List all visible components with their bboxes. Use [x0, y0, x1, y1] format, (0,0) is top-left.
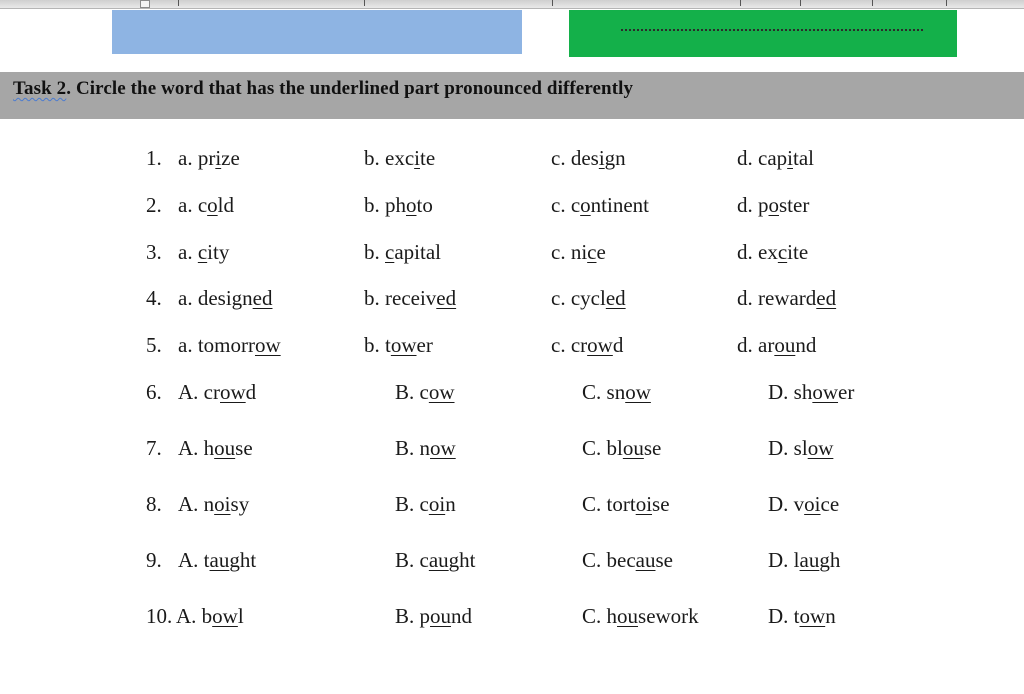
- option-word: city: [197, 240, 230, 264]
- question-number: 10.: [146, 604, 173, 628]
- option-letter: c.: [551, 286, 571, 310]
- option-word: received: [385, 286, 457, 310]
- answer-option[interactable]: [582, 600, 699, 632]
- answer-option[interactable]: [737, 142, 814, 174]
- option-word: design: [570, 146, 626, 170]
- option-letter: C.: [582, 604, 607, 628]
- underlined-part: ow: [587, 333, 613, 357]
- underlined-part: ou: [617, 604, 639, 628]
- underlined-part: ou: [774, 333, 796, 357]
- underlined-part: ow: [212, 604, 238, 628]
- underlined-part: ou: [622, 436, 644, 460]
- answer-option[interactable]: [395, 432, 456, 464]
- option-word: poster: [758, 193, 810, 217]
- question-number: 6.: [146, 380, 162, 404]
- underlined-part: i: [215, 146, 222, 170]
- ruler-tick: [946, 0, 947, 6]
- question-row: [0, 376, 1024, 408]
- question-row: [0, 189, 1024, 221]
- option-word: town: [793, 604, 836, 628]
- option-letter: D.: [768, 436, 794, 460]
- underlined-part: au: [799, 548, 820, 572]
- underlined-part: ow: [625, 380, 651, 404]
- option-word: bowl: [201, 604, 244, 628]
- option-word: noisy: [203, 492, 250, 516]
- option-word: voice: [793, 492, 840, 516]
- option-letter: a.: [178, 240, 198, 264]
- option-letter: C.: [582, 492, 607, 516]
- ruler-tick: [364, 0, 365, 6]
- document-ruler: [0, 0, 1024, 9]
- task-instruction-text: . Circle the word that has the underlined part pronounced differently: [66, 78, 634, 99]
- option-word: designed: [197, 286, 273, 310]
- underlined-part: o: [580, 193, 591, 217]
- dotted-answer-line: [621, 29, 923, 31]
- underlined-part: ed: [436, 286, 457, 310]
- option-word: because: [606, 548, 673, 572]
- question-row: [0, 282, 1024, 314]
- option-letter: d.: [737, 146, 758, 170]
- underlined-part: ou: [430, 604, 452, 628]
- answer-option[interactable]: [551, 236, 606, 268]
- underlined-part: ow: [220, 380, 246, 404]
- option-letter: a.: [178, 193, 198, 217]
- option-word: cow: [419, 380, 455, 404]
- option-word: around: [758, 333, 817, 357]
- answer-option[interactable]: [178, 544, 256, 576]
- question-row: [0, 488, 1024, 520]
- answer-option[interactable]: [364, 189, 433, 221]
- option-word: capital: [385, 240, 441, 264]
- answer-option[interactable]: [768, 432, 833, 464]
- option-letter: B.: [395, 492, 420, 516]
- option-letter: c.: [551, 333, 571, 357]
- option-letter: b.: [364, 333, 385, 357]
- answer-option[interactable]: [364, 142, 435, 174]
- option-word: blouse: [606, 436, 662, 460]
- option-letter: d.: [737, 193, 758, 217]
- green-shape: [569, 10, 957, 57]
- option-word: tower: [385, 333, 433, 357]
- option-word: taught: [203, 548, 257, 572]
- underlined-part: oi: [428, 492, 446, 516]
- option-letter: B.: [395, 604, 420, 628]
- answer-option[interactable]: [176, 600, 244, 632]
- answer-option[interactable]: [582, 488, 670, 520]
- option-word: photo: [385, 193, 433, 217]
- answer-option[interactable]: [582, 544, 673, 576]
- option-letter: a.: [178, 146, 198, 170]
- indent-marker[interactable]: [140, 0, 150, 8]
- answer-option[interactable]: [364, 236, 441, 268]
- underlined-part: i: [414, 146, 420, 170]
- answer-option[interactable]: [178, 142, 240, 174]
- option-letter: B.: [395, 436, 420, 460]
- question-row: [0, 600, 1024, 632]
- underlined-part: ou: [214, 436, 236, 460]
- underlined-part: o: [207, 193, 218, 217]
- option-letter: d.: [737, 240, 758, 264]
- answer-option[interactable]: [737, 189, 809, 221]
- answer-option[interactable]: [178, 488, 249, 520]
- underlined-part: ow: [390, 333, 417, 357]
- ruler-tick: [740, 0, 741, 6]
- question-number: 3.: [146, 240, 162, 264]
- ruler-tick: [552, 0, 553, 6]
- option-letter: A.: [178, 548, 204, 572]
- option-letter: D.: [768, 380, 794, 404]
- underlined-part: i: [787, 146, 793, 170]
- ruler-tick: [800, 0, 801, 6]
- answer-option[interactable]: [364, 282, 456, 314]
- underlined-part: ow: [812, 380, 839, 404]
- answer-option[interactable]: [395, 544, 476, 576]
- option-letter: C.: [582, 436, 607, 460]
- question-number: 1.: [146, 146, 162, 170]
- underlined-part: c: [587, 240, 597, 264]
- option-word: coin: [419, 492, 456, 516]
- option-letter: d.: [737, 286, 758, 310]
- question-row: [0, 142, 1024, 174]
- answer-option[interactable]: [178, 236, 229, 268]
- question-number: 9.: [146, 548, 162, 572]
- option-word: cold: [197, 193, 234, 217]
- underlined-part: i: [598, 146, 605, 170]
- answer-option[interactable]: [551, 142, 626, 174]
- option-letter: a.: [178, 286, 198, 310]
- answer-option[interactable]: [737, 329, 816, 361]
- answer-option[interactable]: [364, 329, 433, 361]
- option-letter: c.: [551, 240, 571, 264]
- answer-option[interactable]: [551, 329, 623, 361]
- answer-option[interactable]: [178, 432, 253, 464]
- option-word: pound: [419, 604, 473, 628]
- answer-option[interactable]: [737, 282, 836, 314]
- option-letter: b.: [364, 286, 385, 310]
- underlined-part: ow: [254, 333, 281, 357]
- answer-option[interactable]: [551, 189, 649, 221]
- answer-option[interactable]: [178, 329, 281, 361]
- question-number: 7.: [146, 436, 162, 460]
- option-word: crowd: [570, 333, 624, 357]
- underlined-part: au: [209, 548, 230, 572]
- underlined-part: ow: [807, 436, 834, 460]
- underlined-part: o: [406, 193, 417, 217]
- answer-option[interactable]: [582, 376, 651, 408]
- option-word: slow: [793, 436, 834, 460]
- answer-option[interactable]: [178, 189, 234, 221]
- task-label: Task 2: [13, 78, 67, 99]
- question-row: [0, 329, 1024, 361]
- option-letter: d.: [737, 333, 758, 357]
- underlined-part: au: [635, 548, 656, 572]
- answer-option[interactable]: [178, 282, 272, 314]
- underlined-part: c: [777, 240, 788, 264]
- option-word: shower: [793, 380, 855, 404]
- option-word: house: [203, 436, 253, 460]
- option-word: caught: [419, 548, 476, 572]
- option-letter: C.: [582, 380, 607, 404]
- question-number: 8.: [146, 492, 162, 516]
- option-word: snow: [606, 380, 651, 404]
- option-word: excite: [385, 146, 436, 170]
- option-letter: b.: [364, 193, 385, 217]
- option-letter: D.: [768, 604, 794, 628]
- answer-option[interactable]: [582, 432, 661, 464]
- underlined-part: c: [197, 240, 208, 264]
- option-letter: C.: [582, 548, 607, 572]
- option-word: nice: [570, 240, 606, 264]
- underlined-part: ed: [605, 286, 626, 310]
- answer-option[interactable]: [768, 376, 854, 408]
- answer-option[interactable]: [395, 600, 472, 632]
- underlined-part: ow: [799, 604, 826, 628]
- underlined-part: o: [768, 193, 779, 217]
- underlined-part: ow: [428, 380, 455, 404]
- answer-option[interactable]: [737, 236, 808, 268]
- underlined-part: oi: [804, 492, 821, 516]
- option-letter: D.: [768, 492, 794, 516]
- task-header-bar: [0, 72, 1024, 119]
- answer-option[interactable]: [551, 282, 626, 314]
- underlined-part: c: [385, 240, 395, 264]
- option-word: now: [419, 436, 456, 460]
- underlined-part: oi: [214, 492, 231, 516]
- option-letter: B.: [395, 548, 420, 572]
- underlined-part: ed: [252, 286, 273, 310]
- option-word: capital: [758, 146, 814, 170]
- underlined-part: oi: [635, 492, 653, 516]
- option-word: housework: [606, 604, 699, 628]
- option-word: continent: [570, 193, 649, 217]
- option-letter: A.: [178, 380, 204, 404]
- option-word: prize: [197, 146, 240, 170]
- underlined-part: ow: [430, 436, 456, 460]
- option-letter: B.: [395, 380, 420, 404]
- question-row: [0, 544, 1024, 576]
- question-number: 5.: [146, 333, 162, 357]
- question-row: [0, 432, 1024, 464]
- task-instruction: [13, 78, 633, 100]
- answer-option[interactable]: [395, 488, 456, 520]
- answer-option[interactable]: [768, 488, 839, 520]
- question-number: 2.: [146, 193, 162, 217]
- option-letter: A.: [178, 492, 204, 516]
- underlined-part: ed: [816, 286, 837, 310]
- answer-option[interactable]: [768, 600, 836, 632]
- question-row: [0, 236, 1024, 268]
- question-number: 4.: [146, 286, 162, 310]
- blue-shape: [112, 10, 522, 54]
- option-word: cycled: [570, 286, 626, 310]
- underlined-part: au: [428, 548, 449, 572]
- answer-option[interactable]: [178, 376, 256, 408]
- option-letter: a.: [178, 333, 198, 357]
- option-letter: c.: [551, 193, 571, 217]
- option-word: crowd: [203, 380, 257, 404]
- option-letter: A.: [176, 604, 202, 628]
- option-word: rewarded: [758, 286, 837, 310]
- option-word: tomorrow: [197, 333, 281, 357]
- option-letter: b.: [364, 146, 385, 170]
- ruler-tick: [178, 0, 179, 6]
- option-letter: b.: [364, 240, 385, 264]
- option-letter: c.: [551, 146, 571, 170]
- answer-option[interactable]: [395, 376, 455, 408]
- answer-option[interactable]: [768, 544, 840, 576]
- option-word: tortoise: [606, 492, 670, 516]
- option-word: laugh: [793, 548, 841, 572]
- option-letter: A.: [178, 436, 204, 460]
- ruler-tick: [872, 0, 873, 6]
- option-word: excite: [758, 240, 809, 264]
- option-letter: D.: [768, 548, 794, 572]
